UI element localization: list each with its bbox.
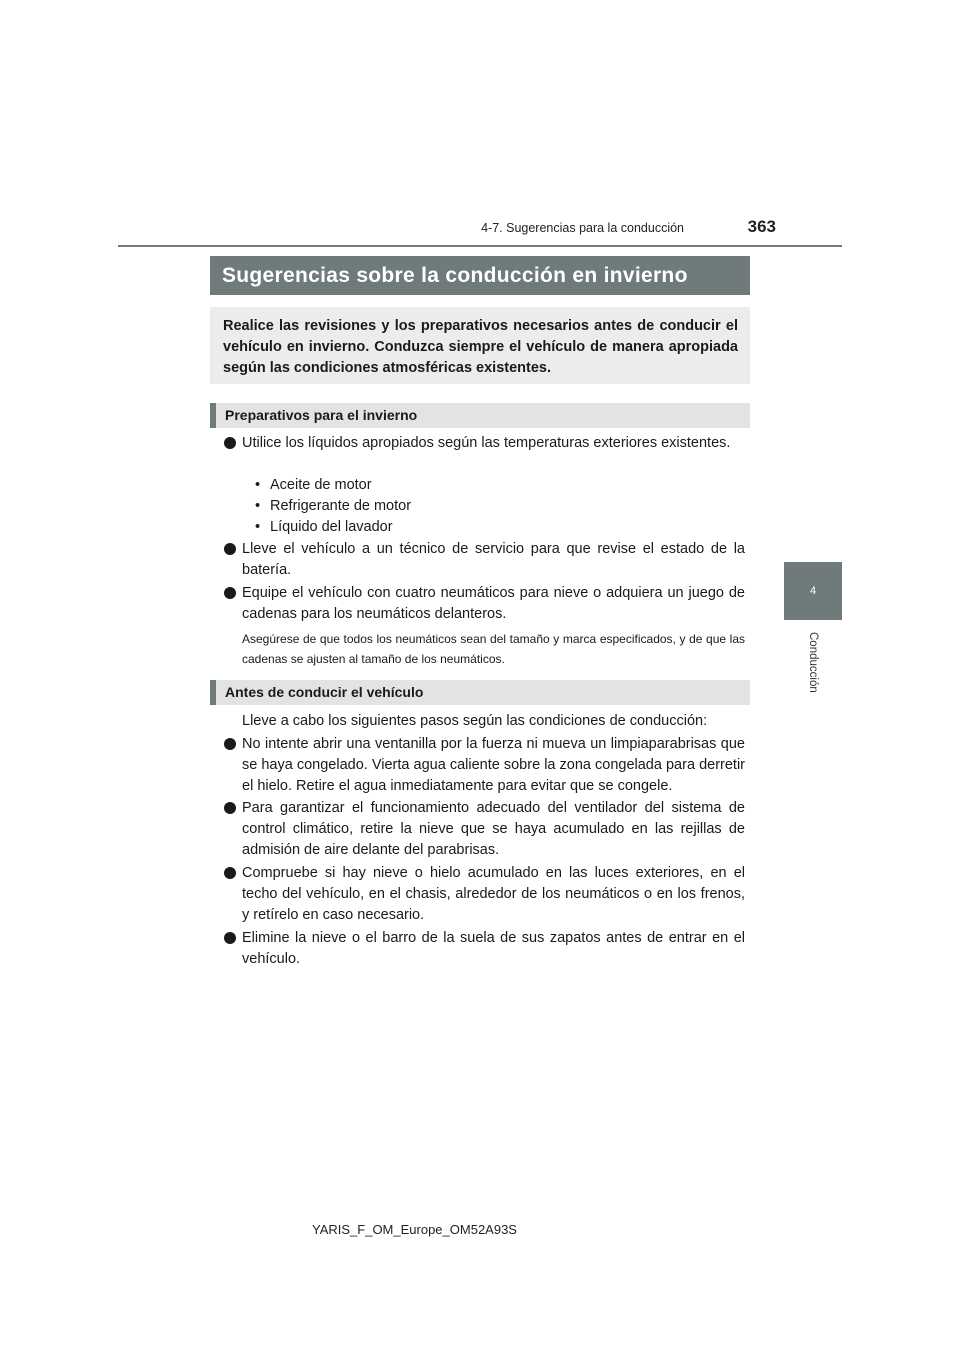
list-item (224, 798, 745, 861)
page-number: 363 (747, 217, 776, 236)
list-item-text: Para garantizar el funcionamiento adecuado del ventilador del sistema de control climático, retire la nieve que se haya acumulado en las rejillas de admisión de aire delante del parabrisas. (242, 800, 745, 858)
bullet-dot (224, 738, 236, 750)
bullet-dot (224, 587, 236, 599)
chapter-tab-label-text: Conducción (807, 632, 819, 693)
note-text: Asegúrese de que todos los neumáticos sean del tamaño y marca especificados, y de que las cadenas se ajusten al tamaño de los neumáticos. (242, 632, 745, 666)
section-heading-before-driving: Antes de conducir el vehículo (210, 680, 750, 705)
sub-bullet-mark: • (255, 498, 261, 514)
sub-list-item-text: Líquido del lavador (270, 519, 393, 535)
intro-box: Realice las revisiones y los preparativos necesarios antes de conducir el vehículo en invierno. Conduzca siempre el vehículo de manera apropiada según las condiciones atmosféricas existentes. (210, 307, 750, 384)
section-heading-winter-prep: Preparativos para el invierno (210, 403, 750, 428)
list-item (224, 539, 745, 581)
sub-list-item (255, 475, 372, 496)
sub-bullet-mark: • (255, 477, 261, 493)
footer-document-code: YARIS_F_OM_Europe_OM52A93S (312, 1222, 517, 1237)
list-item-text: Compruebe si hay nieve o hielo acumulado en las luces exteriores, en el techo del vehículo, en el chasis, alrededor de los neumáticos o en los frenos, y retírelo en caso necesario. (242, 865, 745, 923)
sub-list-item-text: Refrigerante de motor (270, 498, 412, 514)
list-item-text: Lleve el vehículo a un técnico de servicio para que revise el estado de la batería. (242, 541, 745, 578)
chapter-tab-number: 4 (784, 562, 842, 620)
header-rule (118, 245, 842, 247)
list-item (224, 433, 745, 454)
sub-list-item-text: Aceite de motor (270, 477, 372, 493)
list-item (224, 863, 745, 926)
bullet-dot (224, 867, 236, 879)
bullet-dot (224, 437, 236, 449)
bullet-dot (224, 543, 236, 555)
list-item (224, 583, 745, 625)
list-item-text: No intente abrir una ventanilla por la fuerza ni mueva un limpiaparabrisas que se haya congelado. Vierta agua caliente sobre la zona congelada para derretir el hielo. Retire el agua inmediatamente para evitar que se congele. (242, 736, 745, 794)
list-item-text: Equipe el vehículo con cuatro neumáticos para nieve o adquiera un juego de cadenas para los neumáticos delanteros. (242, 585, 745, 622)
list-item (224, 928, 745, 970)
section-lead-text: Lleve a cabo los siguientes pasos según las condiciones de conducción: (242, 713, 708, 729)
list-item-text: Utilice los líquidos apropiados según las temperaturas exteriores existentes. (242, 435, 731, 451)
sub-list-item (255, 517, 393, 538)
sub-list-item (255, 496, 411, 517)
sub-bullet-mark: • (255, 519, 261, 535)
page-title: Sugerencias sobre la conducción en invierno (210, 256, 750, 295)
list-item-text: Elimine la nieve o el barro de la suela de sus zapatos antes de entrar en el vehículo. (242, 930, 745, 967)
bullet-dot (224, 932, 236, 944)
bullet-dot (224, 802, 236, 814)
chapter-tab-label (784, 632, 842, 712)
list-item (224, 734, 745, 797)
header-section-title: 4-7. Sugerencias para la conducción (481, 221, 684, 235)
